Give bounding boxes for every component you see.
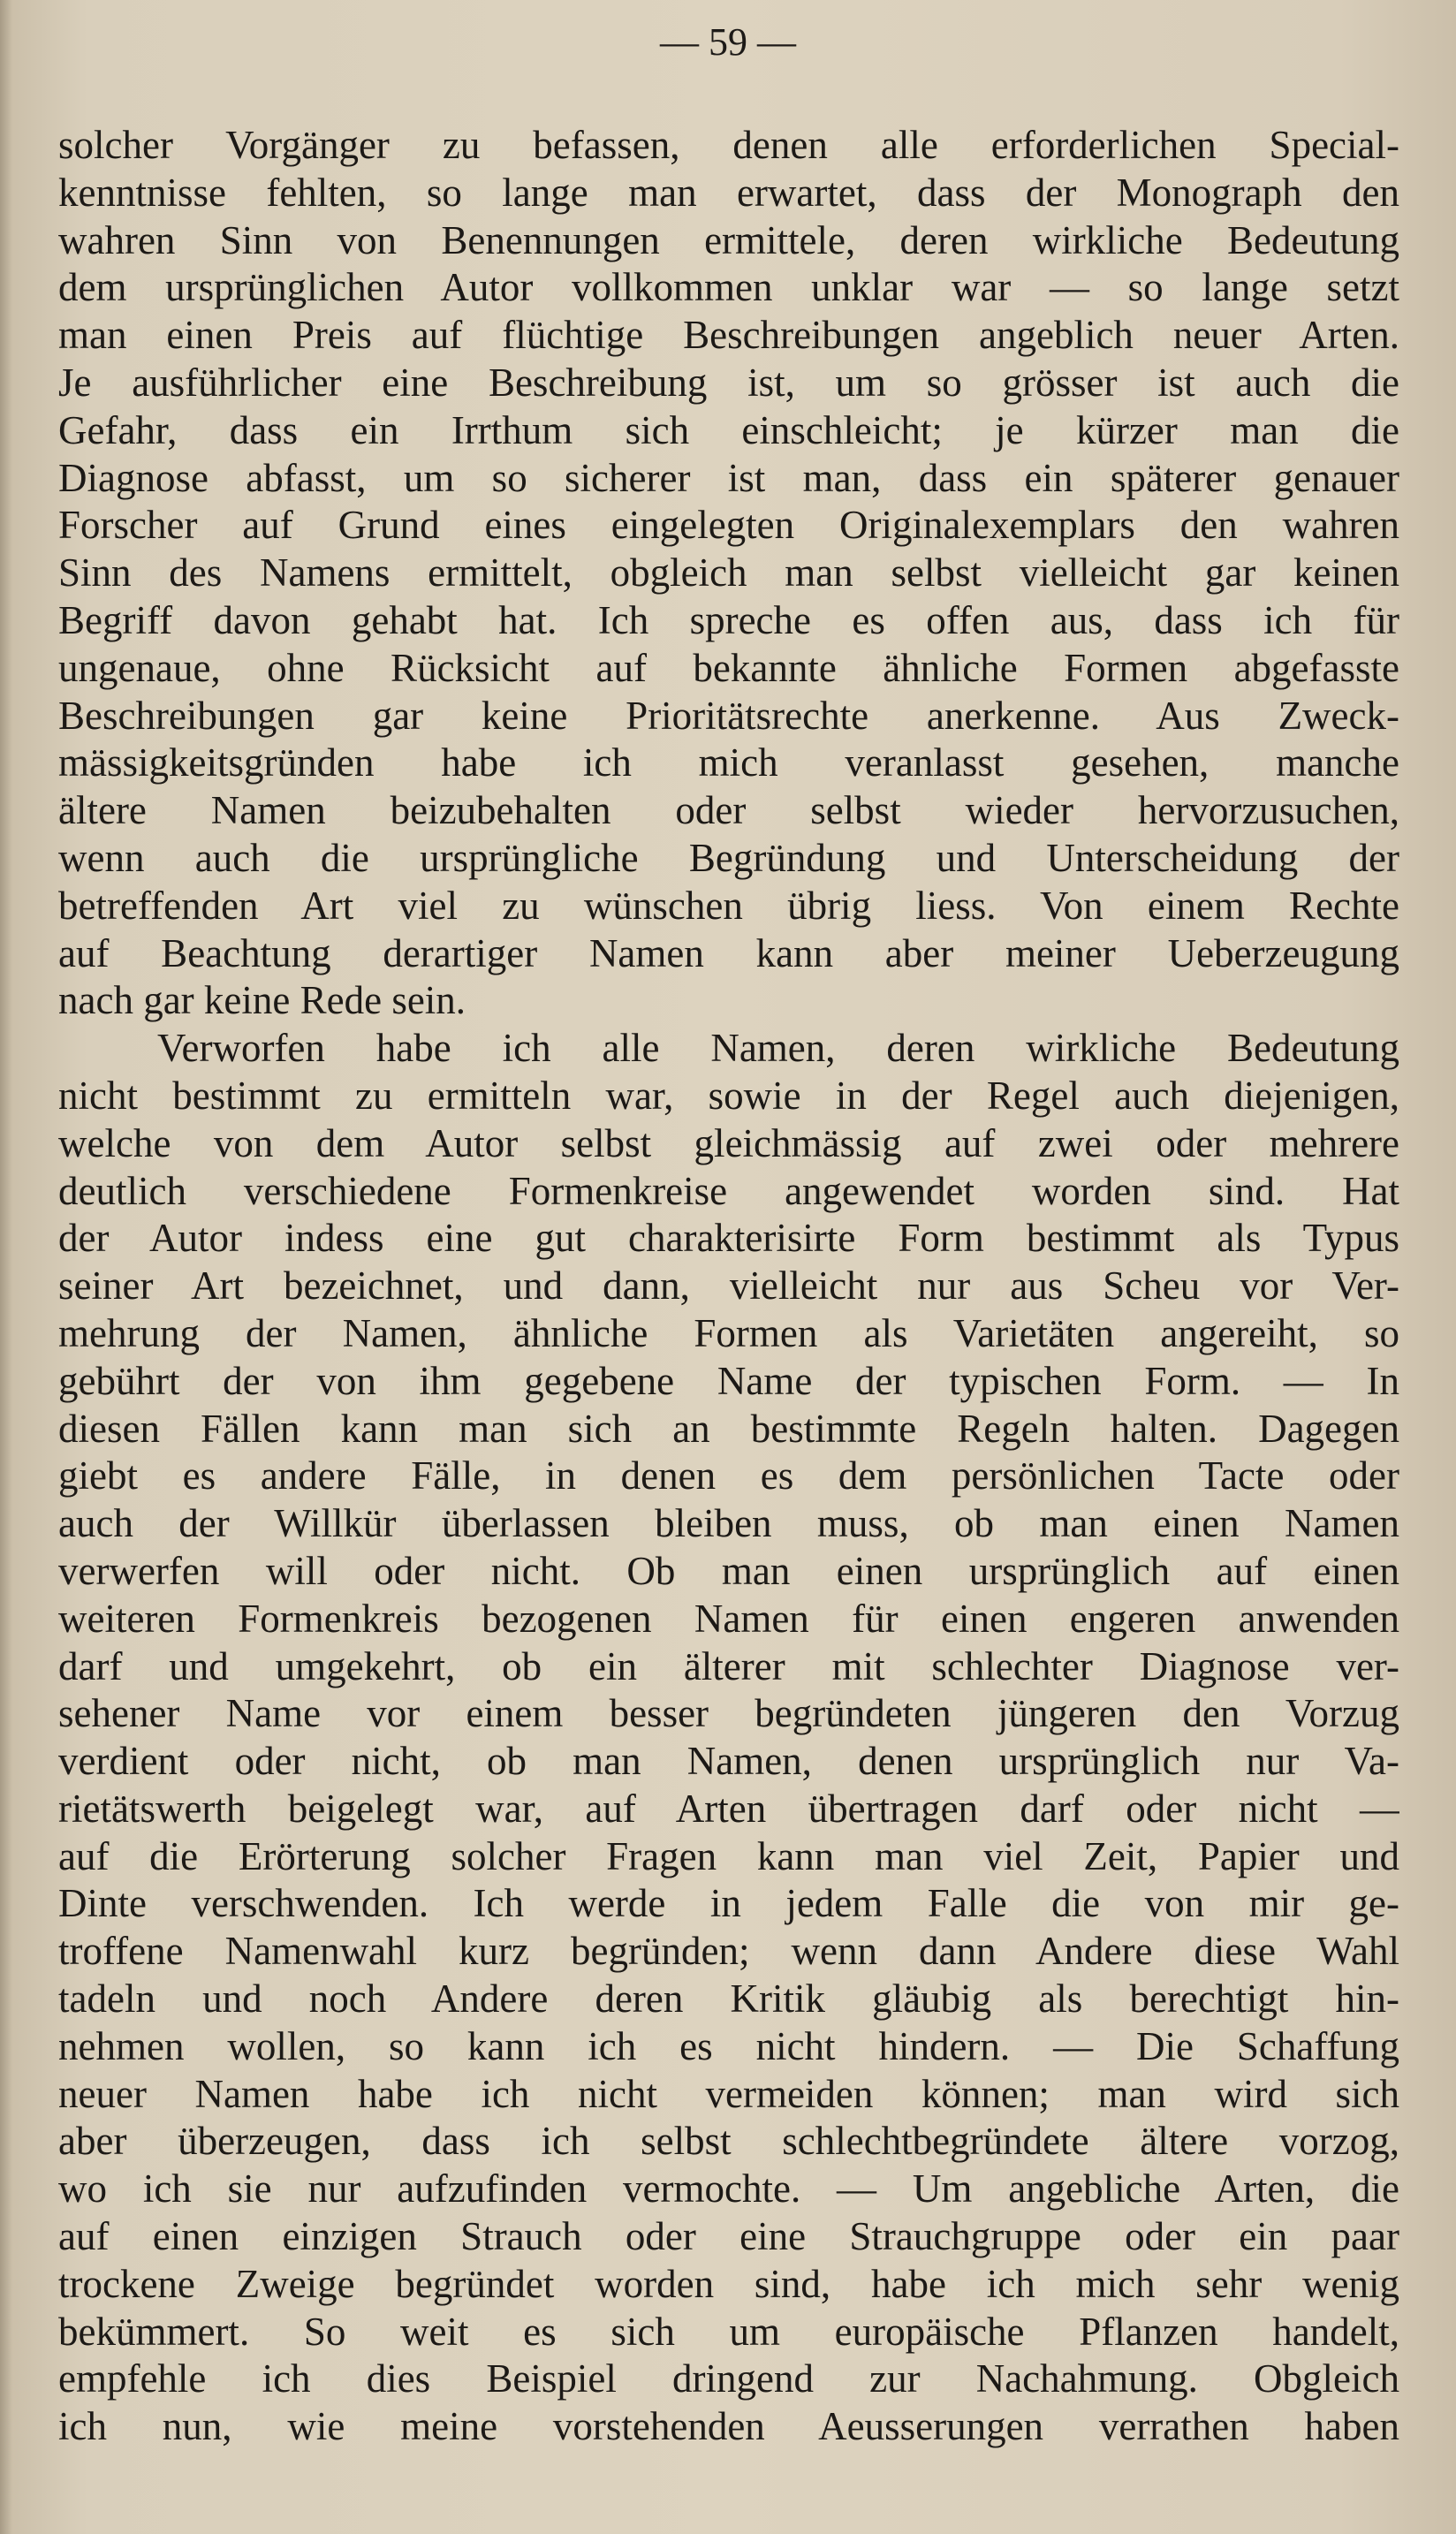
text-line: welche von dem Autor selbst gleichmässig auf zwei oder mehrere — [58, 1120, 1399, 1165]
body-text — [58, 122, 1399, 2451]
text-line: darf und umgekehrt, ob ein älterer mit schlechter Diagnose ver- — [58, 1643, 1399, 1688]
text-line: der Autor indess eine gut charakterisirte Form bestimmt als Typus — [58, 1216, 1399, 1261]
text-line: nicht bestimmt zu ermitteln war, sowie in der Regel auch diejenigen, — [58, 1073, 1399, 1118]
text-line: bekümmert. So weit es sich um europäische Pflanzen handelt, — [58, 2309, 1399, 2354]
text-line: giebt es andere Fälle, in denen es dem persönlichen Tacte oder — [58, 1453, 1399, 1498]
text-line: empfehle ich dies Beispiel dringend zur Nachahmung. Obgleich — [58, 2356, 1399, 2401]
page-number: — 59 — — [660, 20, 796, 64]
text-line: gebührt der von ihm gegebene Name der typischen Form. — In — [58, 1358, 1399, 1403]
text-line: troffene Namenwahl kurz begründen; wenn dann Andere diese Wahl — [58, 1929, 1399, 1974]
text-line: trockene Zweige begründet worden sind, habe ich mich sehr wenig — [58, 2261, 1399, 2306]
text-line: diesen Fällen kann man sich an bestimmte Regeln halten. Dagegen — [58, 1406, 1399, 1451]
text-line: auf einen einzigen Strauch oder eine Strauchgruppe oder ein paar — [58, 2214, 1399, 2259]
text-line: verwerfen will oder nicht. Ob man einen ursprünglich auf einen — [58, 1548, 1399, 1593]
text-line: seiner Art bezeichnet, und dann, vielleicht nur aus Scheu vor Ver- — [58, 1263, 1399, 1309]
text-line: nehmen wollen, so kann ich es nicht hindern. — Die Schaffung — [58, 2023, 1399, 2068]
text-line: weiteren Formenkreis bezogenen Namen für einen engeren anwenden — [58, 1596, 1399, 1641]
text-line: rietätswerth beigelegt war, auf Arten übertragen darf oder nicht — — [58, 1786, 1399, 1831]
text-line: betreffenden Art viel zu wünschen übrig liess. Von einem Rechte — [58, 883, 1399, 928]
text-line: Dinte verschwenden. Ich werde in jedem Falle die von mir ge- — [58, 1881, 1399, 1926]
text-line: wahren Sinn von Benennungen ermittele, deren wirkliche Bedeutung — [58, 217, 1399, 262]
text-line: Je ausführlicher eine Beschreibung ist, um so grösser ist auch die — [58, 360, 1399, 405]
text-line: nach gar keine Rede sein. — [58, 978, 466, 1023]
text-line: ältere Namen beizubehalten oder selbst wieder hervorzusuchen, — [58, 788, 1399, 833]
text-line: ich nun, wie meine vorstehenden Aeusserungen verrathen haben — [58, 2404, 1399, 2449]
text-line: tadeln und noch Andere deren Kritik gläubig als berechtigt hin- — [58, 1976, 1399, 2022]
text-line: auch der Willkür überlassen bleiben muss, ob man einen Namen — [58, 1501, 1399, 1546]
text-line: mehrung der Namen, ähnliche Formen als Varietäten angereiht, so — [58, 1310, 1399, 1355]
text-line: Forscher auf Grund eines eingelegten Originalexemplars den wahren — [58, 503, 1399, 548]
text-line: wo ich sie nur aufzufinden vermochte. — Um angebliche Arten, die — [58, 2166, 1399, 2212]
text-line: wenn auch die ursprüngliche Begründung und Unterscheidung der — [58, 835, 1399, 880]
text-line: solcher Vorgänger zu befassen, denen alle erforderlichen Special- — [58, 123, 1399, 167]
text-line: Begriff davon gehabt hat. Ich spreche es offen aus, dass ich für — [58, 597, 1399, 642]
text-line: man einen Preis auf flüchtige Beschreibungen angeblich neuer Arten. — [58, 313, 1399, 358]
text-line: dem ursprünglichen Autor vollkommen unklar war — so lange setzt — [58, 265, 1399, 310]
text-line: Verworfen habe ich alle Namen, deren wirkliche Bedeutung — [157, 1026, 1399, 1071]
page-edge-shadow — [0, 0, 12, 2534]
text-line: kenntnisse fehlten, so lange man erwartet, dass der Monograph den — [58, 170, 1399, 215]
text-line: neuer Namen habe ich nicht vermeiden können; man wird sich — [58, 2071, 1399, 2116]
text-line: ungenaue, ohne Rücksicht auf bekannte ähnliche Formen abgefasste — [58, 645, 1399, 690]
text-line: mässigkeitsgründen habe ich mich veranlasst gesehen, manche — [58, 740, 1399, 785]
text-line: aber überzeugen, dass ich selbst schlechtbegründete ältere vorzog, — [58, 2119, 1399, 2164]
text-line: Diagnose abfasst, um so sicherer ist man, dass ein späterer genauer — [58, 455, 1399, 500]
text-line: Gefahr, dass ein Irrthum sich einschleicht; je kürzer man die — [58, 407, 1399, 452]
text-line: Sinn des Namens ermittelt, obgleich man selbst vielleicht gar keinen — [58, 550, 1399, 596]
text-line: sehener Name vor einem besser begründeten jüngeren den Vorzug — [58, 1691, 1399, 1736]
text-line: auf Beachtung derartiger Namen kann aber meiner Ueberzeugung — [58, 930, 1399, 975]
text-line: deutlich verschiedene Formenkreise angewendet worden sind. Hat — [58, 1168, 1399, 1213]
text-line: auf die Erörterung solcher Fragen kann man viel Zeit, Papier und — [58, 1833, 1399, 1878]
text-line: verdient oder nicht, ob man Namen, denen ursprünglich nur Va- — [58, 1739, 1399, 1784]
text-line: Beschreibungen gar keine Prioritätsrechte anerkenne. Aus Zweck- — [58, 693, 1399, 738]
